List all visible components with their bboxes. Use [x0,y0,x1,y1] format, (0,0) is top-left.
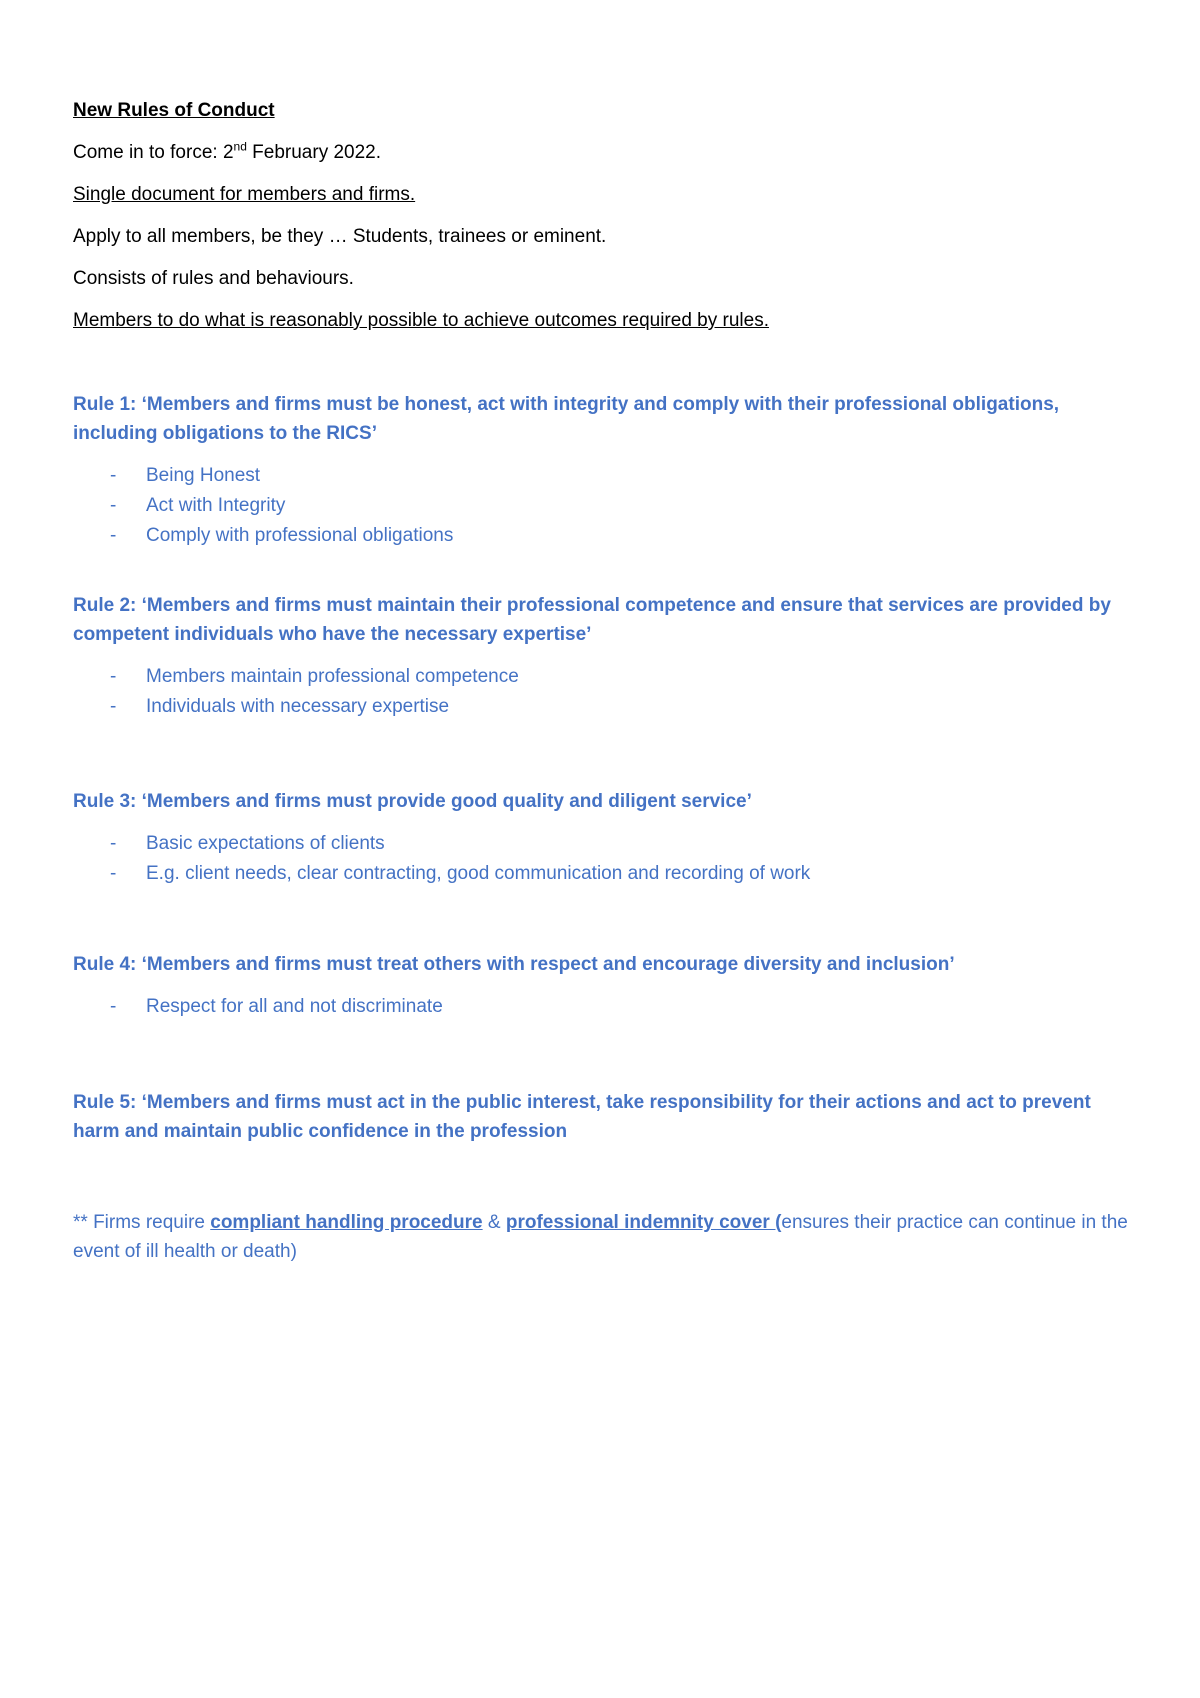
rule-2-bullets [73,662,1133,722]
list-item [73,829,1133,859]
dash-bullet: - [110,525,117,546]
dash-bullet: - [110,996,117,1017]
force-date-superscript: nd [233,139,247,154]
list-item [73,692,1133,722]
force-date-line [73,140,1133,166]
document-page [73,98,1133,1266]
rule-1-heading: Rule 1: ‘Members and firms must be honest, act with integrity and comply with their professional obligations, including obligations to the RICS’ [73,394,1060,444]
dash-bullet: - [110,495,117,516]
list-item-text: Being Honest [146,465,261,486]
list-item-text: Act with Integrity [146,495,286,516]
list-item [73,491,1133,521]
indemnity-cover-link: professional indemnity cover ( [505,1212,782,1233]
force-date-prefix: Come in to force: 2 [73,142,234,163]
list-item-text: Members maintain professional competence [146,666,519,687]
rule-2-heading: Rule 2: ‘Members and firms must maintain their professional competence and ensure that services are provided by competent individuals who have the necessary expertise’ [73,595,1111,645]
rule-1-bullets [73,461,1133,551]
list-item [73,461,1133,491]
list-item [73,859,1133,889]
dash-bullet: - [110,833,117,854]
single-document-line: Single document for members and firms. [73,184,416,205]
list-item [73,992,1133,1022]
compliant-handling-link: compliant handling procedure [210,1212,483,1233]
list-item [73,521,1133,551]
list-item-text: Basic expectations of clients [146,833,385,854]
list-item-text: Individuals with necessary expertise [146,696,450,717]
document-title: New Rules of Conduct [73,100,275,121]
list-item-text: E.g. client needs, clear contracting, good communication and recording of work [146,863,811,884]
dash-bullet: - [110,696,117,717]
list-item-text: Comply with professional obligations [146,525,454,546]
rule-4-heading: Rule 4: ‘Members and firms must treat others with respect and encourage diversity and inclusion’ [73,954,955,975]
rule-5-heading: Rule 5: ‘Members and firms must act in the public interest, take responsibility for their actions and act to prevent harm and maintain public confidence in the profession [73,1092,1091,1142]
dash-bullet: - [110,465,117,486]
footer-note [73,1208,1133,1266]
dash-bullet: - [110,863,117,884]
list-item [73,662,1133,692]
apply-all-line: Apply to all members, be they … Students, trainees or eminent. [73,226,607,247]
force-date-suffix: February 2022. [246,142,382,163]
consists-line: Consists of rules and behaviours. [73,268,354,289]
dash-bullet: - [110,666,117,687]
rule-4-bullets [73,992,1133,1022]
rule-3-bullets [73,829,1133,889]
footer-prefix: ** Firms require [73,1212,211,1233]
reasonably-line: Members to do what is reasonably possible to achieve outcomes required by rules. [73,310,769,331]
footer-ampersand: & [482,1212,506,1233]
list-item-text: Respect for all and not discriminate [146,996,443,1017]
footer-suffix: ensures their practice can continue in the event of ill health or death) [73,1212,1128,1262]
rule-3-heading: Rule 3: ‘Members and firms must provide good quality and diligent service’ [73,791,752,812]
